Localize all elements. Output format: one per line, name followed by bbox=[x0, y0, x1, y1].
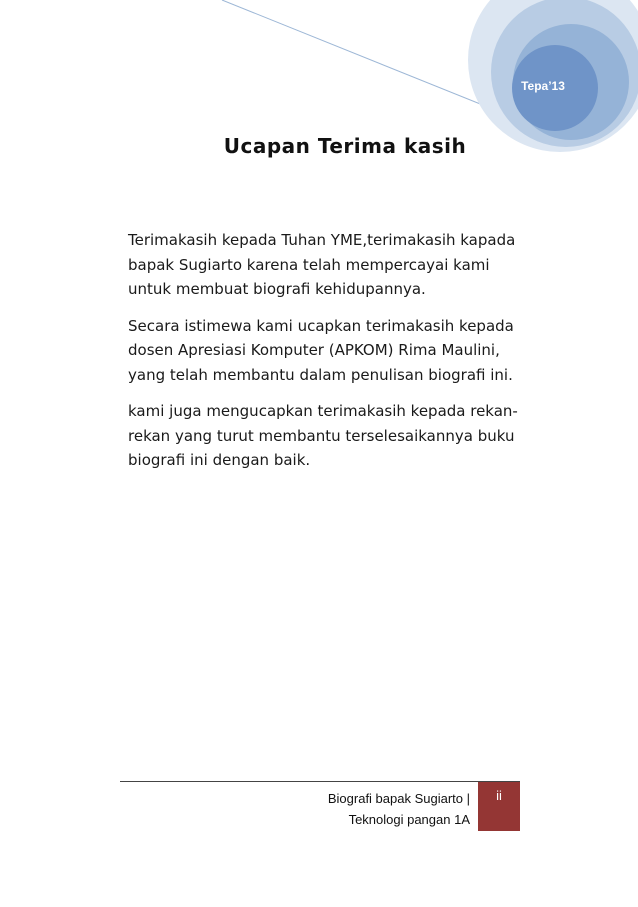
footer-line-2: Teknologi pangan 1A bbox=[348, 812, 470, 827]
page-number-box bbox=[478, 782, 520, 831]
footer-line-1: Biografi bapak Sugiarto | bbox=[327, 791, 470, 806]
header-tag: Tepa’13 bbox=[521, 79, 565, 93]
page-number: ii bbox=[496, 788, 502, 803]
paragraph-3: kami juga mengucapkan terimakasih kepada rekan-rekan yang turut membantu terselesaikannya buku biografi ini dengan baik. bbox=[128, 402, 518, 469]
footer-divider bbox=[120, 781, 520, 782]
header-circles-decoration bbox=[0, 0, 638, 200]
paragraph-2: Secara istimewa kami ucapkan terimakasih kepada dosen Apresiasi Komputer (APKOM) Rima Maulini, yang telah membantu dalam penulisan biografi ini. bbox=[128, 316, 514, 384]
page-title: Ucapan Terima kasih bbox=[223, 134, 467, 158]
body-text bbox=[128, 228, 523, 485]
footer-text bbox=[230, 788, 470, 830]
paragraph-1: Terimakasih kepada Tuhan YME,terimakasih kapada bapak Sugiarto karena telah mempercayai kami untuk membuat biografi kehidupannya. bbox=[128, 231, 516, 298]
